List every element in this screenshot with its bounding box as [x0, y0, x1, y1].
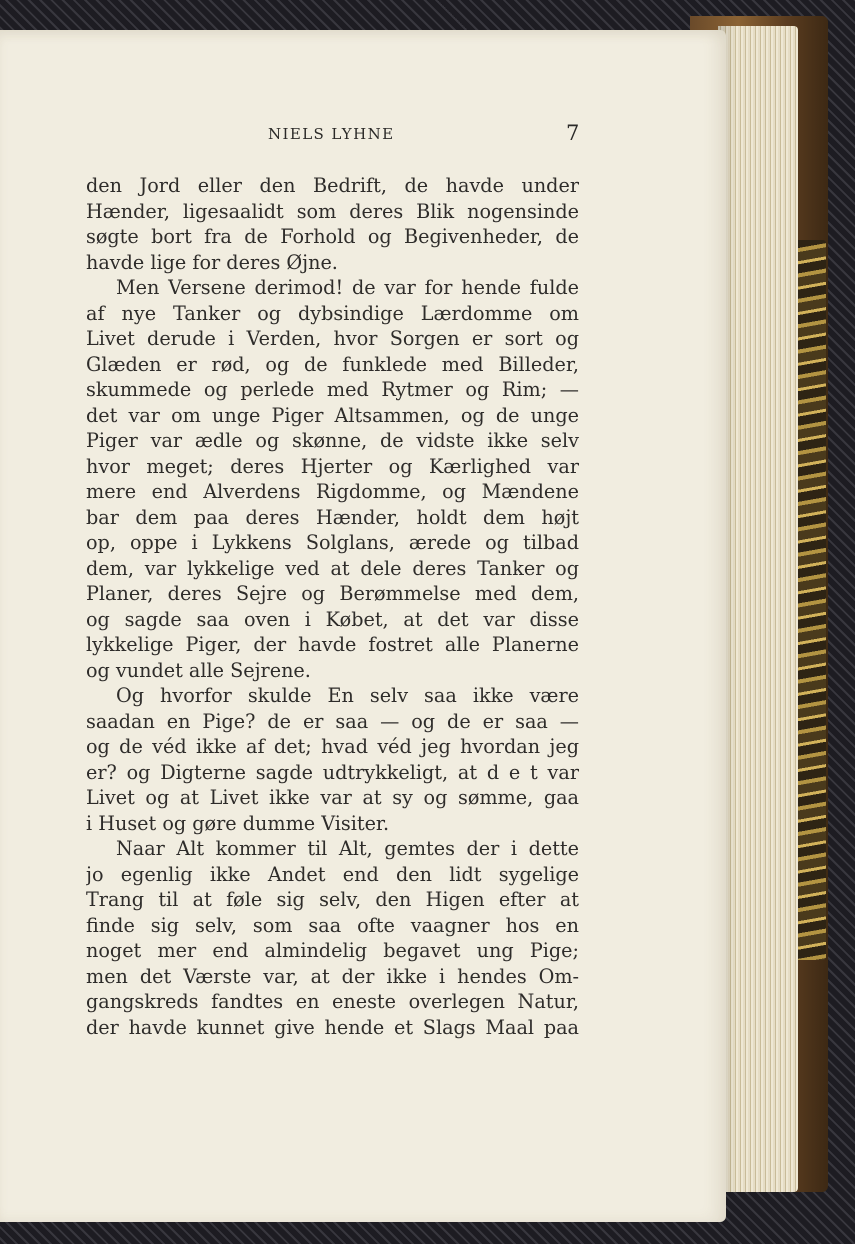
- text-line: skummede og perlede med Rytmer og Rim; —: [86, 378, 579, 401]
- text-line: Men Versene derimod! de var for hende fulde: [116, 276, 579, 299]
- text-line: op, oppe i Lykkens Solglans, ærede og tilbad: [86, 531, 579, 554]
- running-title: NIELS LYHNE: [268, 125, 395, 143]
- text-line: Glæden er rød, og de funklede med Billeder,: [86, 352, 579, 376]
- text-line: havde lige for deres Øjne.: [86, 250, 338, 274]
- text-line: jo egenlig ikke Andet end den lidt sygelige: [86, 862, 579, 886]
- text-line: den Jord eller den Bedrift, de havde under: [86, 174, 579, 197]
- text-line: og vundet alle Sejrene.: [86, 658, 311, 682]
- text-line: og de véd ikke af det; hvad véd jeg hvordan jeg: [86, 735, 579, 758]
- text-line: mere end Alverdens Rigdomme, og Mændene: [86, 480, 579, 503]
- text-line: Trang til at føle sig selv, den Higen efter at: [86, 888, 579, 911]
- text-line: noget mer end almindelig begavet ung Pige;: [86, 939, 579, 962]
- text-line: hvor meget; deres Hjerter og Kærlighed var: [86, 454, 579, 478]
- text-line: bar dem paa deres Hænder, holdt dem højt: [86, 505, 579, 529]
- text-line: det var om unge Piger Altsammen, og de unge: [86, 403, 579, 427]
- text-line: Og hvorfor skulde En selv saa ikke være: [116, 684, 579, 707]
- text-line: dem, var lykkelige ved at dele deres Tanker og: [86, 556, 579, 580]
- text-line: Hænder, ligesaalidt som deres Blik nogensinde: [86, 199, 579, 223]
- text-line: søgte bort fra de Forhold og Begivenheder, de: [86, 225, 579, 248]
- body-text: [86, 173, 579, 1040]
- text-line: i Huset og gøre dumme Visiter.: [86, 811, 390, 835]
- page-number: 7: [566, 121, 580, 145]
- text-line: gangskreds fandtes en eneste overlegen Natur,: [86, 990, 579, 1013]
- text-line: Piger var ædle og skønne, de vidste ikke selv: [86, 429, 579, 452]
- text-line: Livet og at Livet ikke var at sy og sømme, gaa: [86, 786, 579, 809]
- text-line: Planer, deres Sejre og Berømmelse med dem,: [86, 582, 579, 605]
- text-line: Naar Alt kommer til Alt, gemtes der i dette: [116, 837, 579, 860]
- text-line: saadan en Pige? de er saa — og de er saa —: [86, 709, 579, 733]
- text-line: og sagde saa oven i Købet, at det var disse: [86, 607, 579, 631]
- text-line: af nye Tanker og dybsindige Lærdomme om: [86, 301, 579, 325]
- text-line: lykkelige Piger, der havde fostret alle Planerne: [86, 633, 579, 656]
- text-line: der havde kunnet give hende et Slags Maal paa: [86, 1015, 579, 1039]
- text-line: finde sig selv, som saa ofte vaagner hos en: [86, 913, 579, 937]
- text-line: Livet derude i Verden, hvor Sorgen er sort og: [86, 327, 579, 350]
- text-line: men det Værste var, at der ikke i hendes Om-: [86, 964, 579, 988]
- text-line: er? og Digterne sagde udtrykkeligt, at d e t var: [86, 760, 579, 784]
